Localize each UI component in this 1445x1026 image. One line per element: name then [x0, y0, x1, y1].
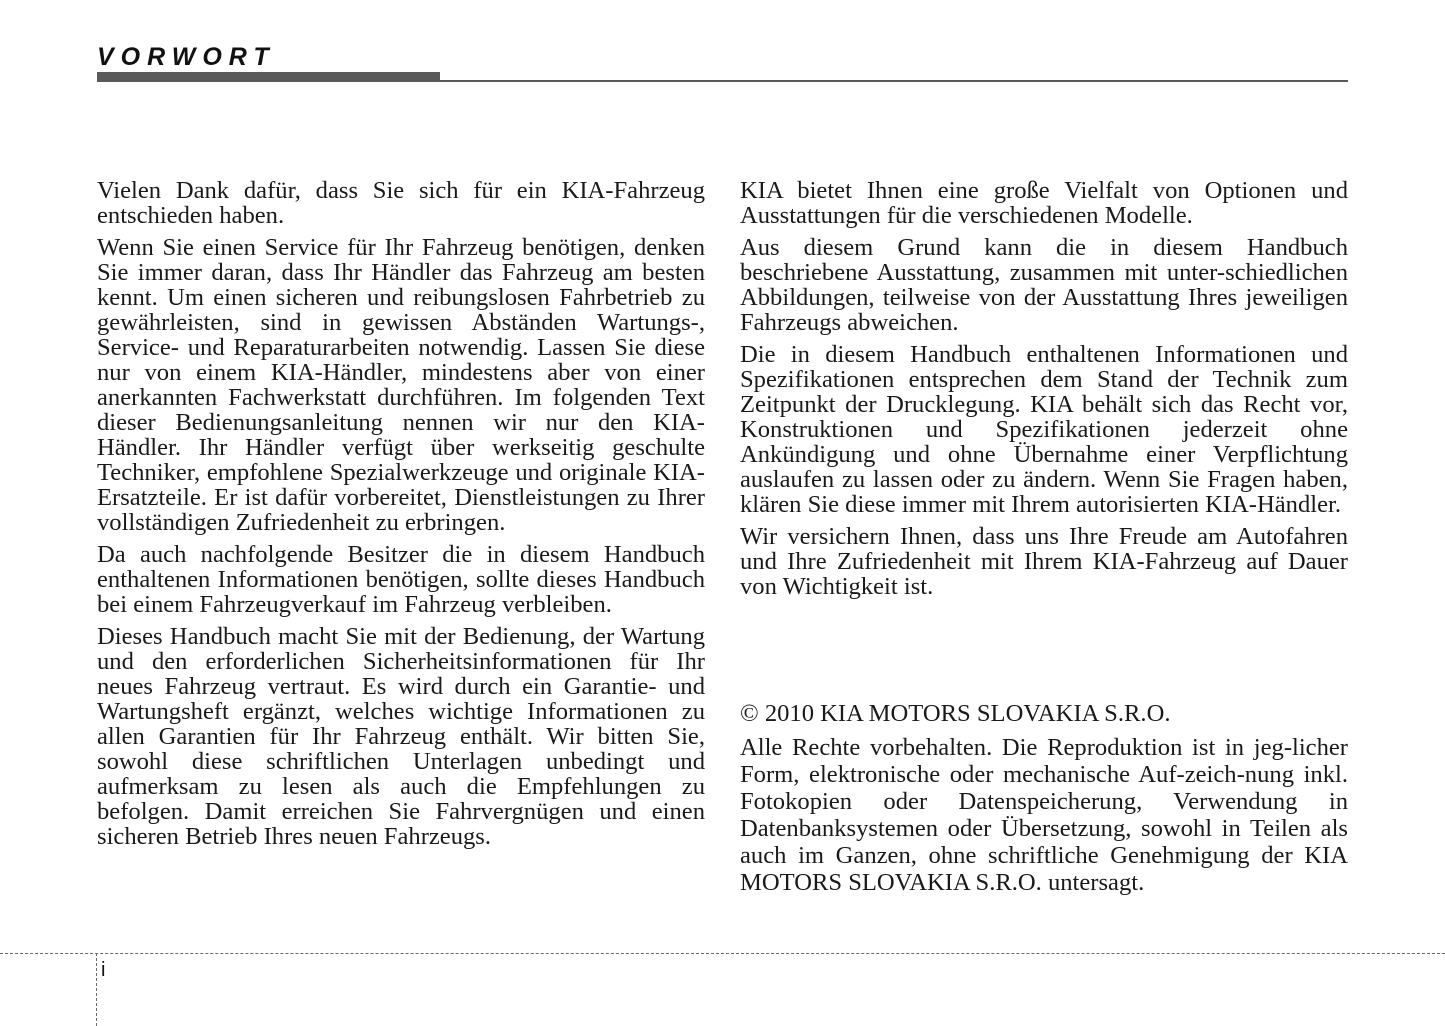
left-column [97, 178, 705, 856]
header-bar-thick [97, 72, 440, 82]
header-rule [440, 80, 1348, 82]
paragraph: Wir versichern Ihnen, dass uns Ihre Freude am Autofahren und Ihre Zufriedenheit mit Ihrem KIA-Fahrzeug auf Dauer von Wichtigkeit ist. [740, 523, 1348, 600]
footer-dashed-rule [0, 953, 1445, 954]
paragraph: Da auch nachfolgende Besitzer die in diesem Handbuch enthaltenen Informationen benötigen, sollte dieses Handbuch bei einem Fahrzeugverkauf im Fahrzeug verbleiben. [97, 541, 705, 618]
paragraph: Die in diesem Handbuch enthaltenen Informationen und Spezifikationen entsprechen dem Stand der Technik zum Zeitpunkt der Drucklegung. KIA behält sich das Recht vor, Konstruktionen und Spezifikationen jederzeit ohne Ankündigung und ohne Übernahme einer Verpflichtung auslaufen zu lassen oder zu ändern. Wenn Sie Fragen haben, klären Sie diese immer mit Ihrem autorisierten KIA-Händler. [740, 341, 1348, 518]
section-title: VORWORT [97, 43, 276, 71]
copyright-line: © 2010 KIA MOTORS SLOVAKIA S.R.O. [740, 700, 1171, 727]
paragraph: Wenn Sie einen Service für Ihr Fahrzeug benötigen, denken Sie immer daran, dass Ihr Händler das Fahrzeug am besten kennt. Um einen sicheren und reibungslosen Fahrbetrieb zu gewährleisten, sind in gewissen Abständen Wartungs-, Service- und Reparaturarbeiten notwendig. Lassen Sie diese nur von einem KIA-Händler, mindestens aber von einer anerkannten Fachwerkstatt durchführen. Im folgenden Text dieser Bedienungsanleitung nennen wir nur den KIA-Händler. Ihr Händler verfügt über werkseitig geschulte Techniker, empfohlene Spezialwerkzeuge und originale KIA-Ersatzteile. Er ist dafür vorbereitet, Dienstleistungen zu Ihrer vollständigen Zufriedenheit zu erbringen. [97, 234, 705, 536]
paragraph: Aus diesem Grund kann die in diesem Handbuch beschriebene Ausstattung, zusammen mit unter-schiedlichen Abbildungen, teilweise von der Ausstattung Ihres jeweiligen Fahrzeugs abweichen. [740, 234, 1348, 336]
right-column [740, 178, 1348, 606]
paragraph: KIA bietet Ihnen eine große Vielfalt von Optionen und Ausstattungen für die verschiedenen Modelle. [740, 177, 1348, 229]
paragraph: Dieses Handbuch macht Sie mit der Bedienung, der Wartung und den erforderlichen Sicherheitsinformationen für Ihr neues Fahrzeug vertraut. Es wird durch ein Garantie- und Wartungsheft ergänzt, welches wichtige Informationen zu allen Garantien für Ihr Fahrzeug enthält. Wir bitten Sie, sowohl diese schriftlichen Unterlagen unbedingt und aufmerksam zu lesen als auch die Empfehlungen zu befolgen. Damit erreichen Sie Fahrvergnügen und einen sicheren Betrieb Ihres neuen Fahrzeugs. [97, 623, 705, 850]
footer-dashed-vertical-rule [96, 953, 97, 1026]
paragraph: Vielen Dank dafür, dass Sie sich für ein KIA-Fahrzeug entschieden haben. [97, 177, 705, 229]
page-number: i [101, 959, 106, 981]
rights-notice: Alle Rechte vorbehalten. Die Reproduktion ist in jeg-licher Form, elektronische oder mechanische Auf-zeich-nung inkl. Fotokopien oder Datenspeicherung, Verwendung in Datenbanksystemen oder Übersetzung, sowohl in Teilen als auch im Ganzen, ohne schriftliche Genehmigung der KIA MOTORS SLOVAKIA S.R.O. untersagt. [740, 734, 1348, 896]
copyright-block [740, 700, 1348, 903]
